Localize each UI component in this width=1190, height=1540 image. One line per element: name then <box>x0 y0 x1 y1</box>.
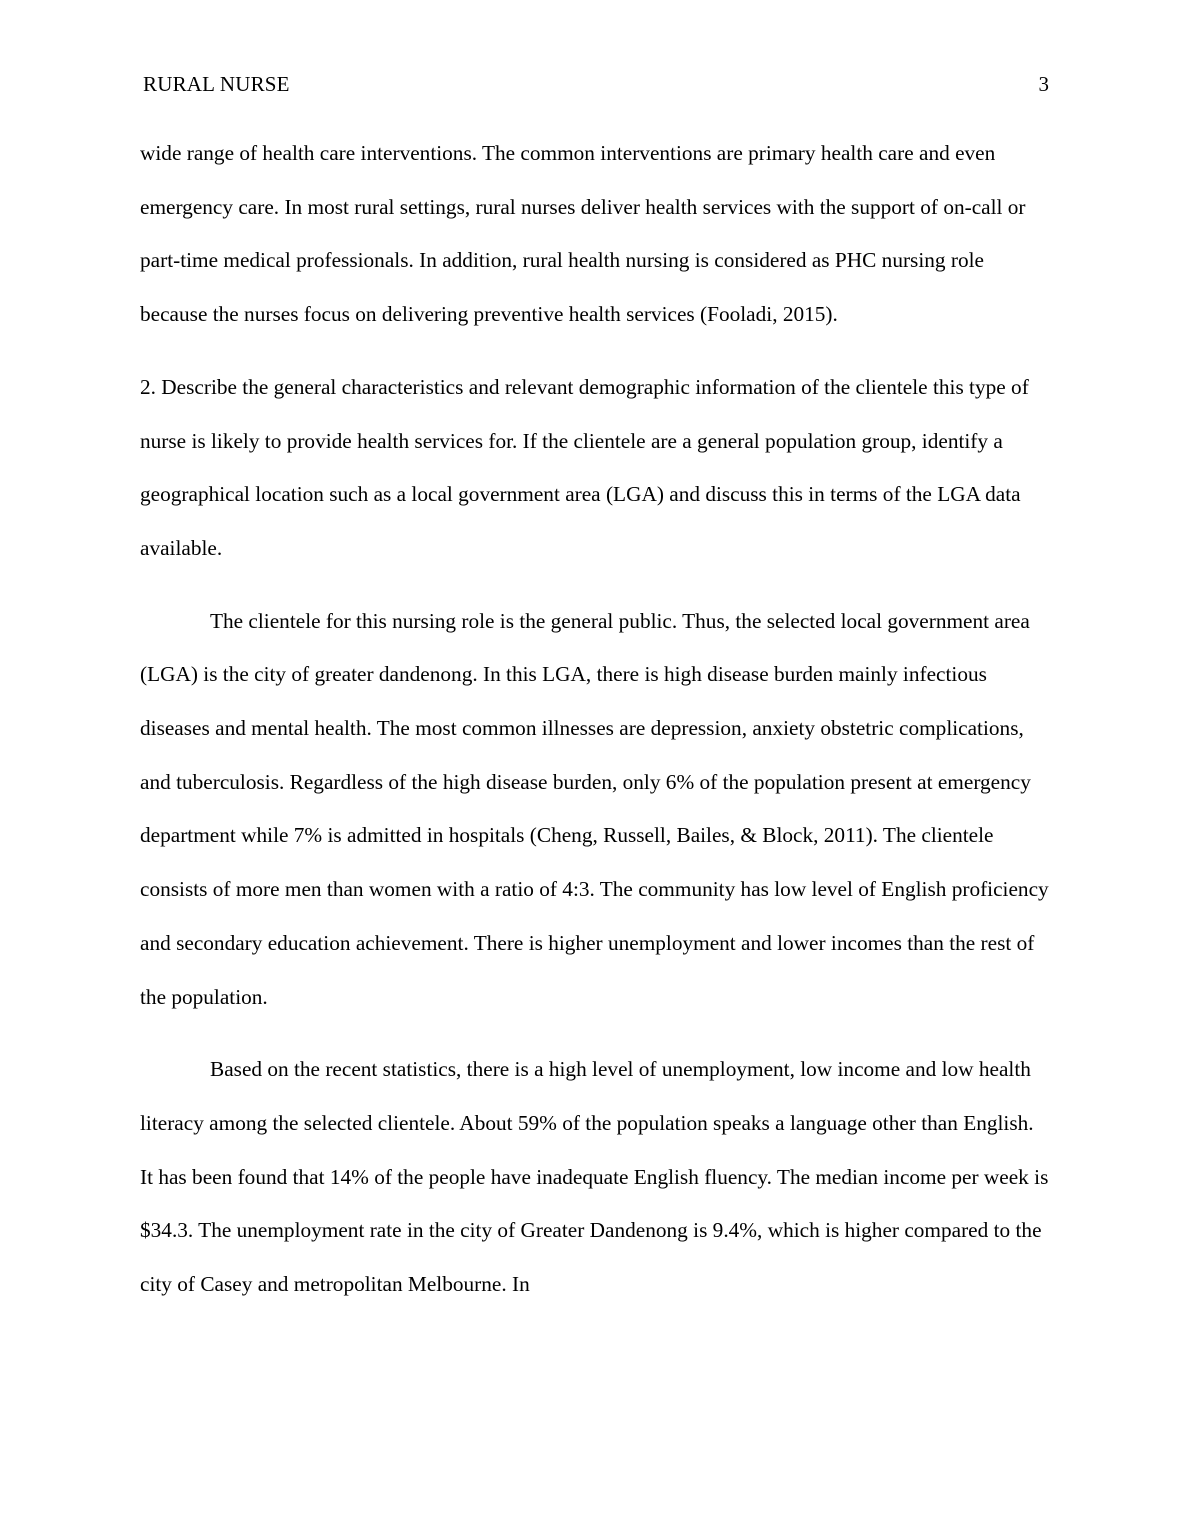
running-head: RURAL NURSE <box>143 72 290 96</box>
document-body <box>140 127 1050 1312</box>
paragraph-statistics: Based on the recent statistics, there is a high level of unemployment, low income and low health literacy among the selected clientele. About 59% of the population speaks a language other than English. It has been found that 14% of the people have inadequate English fluency. The median income per week is $34.3. The unemployment rate in the city of Greater Dandenong is 9.4%, which is higher compared to the city of Casey and metropolitan Melbourne. In <box>140 1057 1049 1297</box>
paragraph-continuation: wide range of health care interventions. The common interventions are primary health care and even emergency care. In most rural settings, rural nurses deliver health services with the support of on-call or part-time medical professionals. In addition, rural health nursing is considered as PHC nursing role because the nurses focus on delivering preventive health services (Fooladi, 2015). <box>140 141 1026 327</box>
paragraph-clientele: The clientele for this nursing role is the general public. Thus, the selected local government area (LGA) is the city of greater dandenong. In this LGA, there is high disease burden mainly infectious diseases and mental health. The most common illnesses are depression, anxiety obstetric complications, and tuberculosis. Regardless of the high disease burden, only 6% of the population present at emergency department while 7% is admitted in hospitals (Cheng, Russell, Bailes, & Block, 2011). The clientele consists of more men than women with a ratio of 4:3. The community has low level of English proficiency and secondary education achievement. There is higher unemployment and lower incomes than the rest of the population. <box>140 608 1049 1009</box>
question-prompt: 2. Describe the general characteristics and relevant demographic information of the clientele this type of nurse is likely to provide health services for. If the clientele are a general population group, identify a geographical location such as a local government area (LGA) and discuss this in terms of the LGA data available. <box>140 374 1029 560</box>
page-number: 3 <box>1038 72 1049 96</box>
page-header <box>143 70 1049 98</box>
